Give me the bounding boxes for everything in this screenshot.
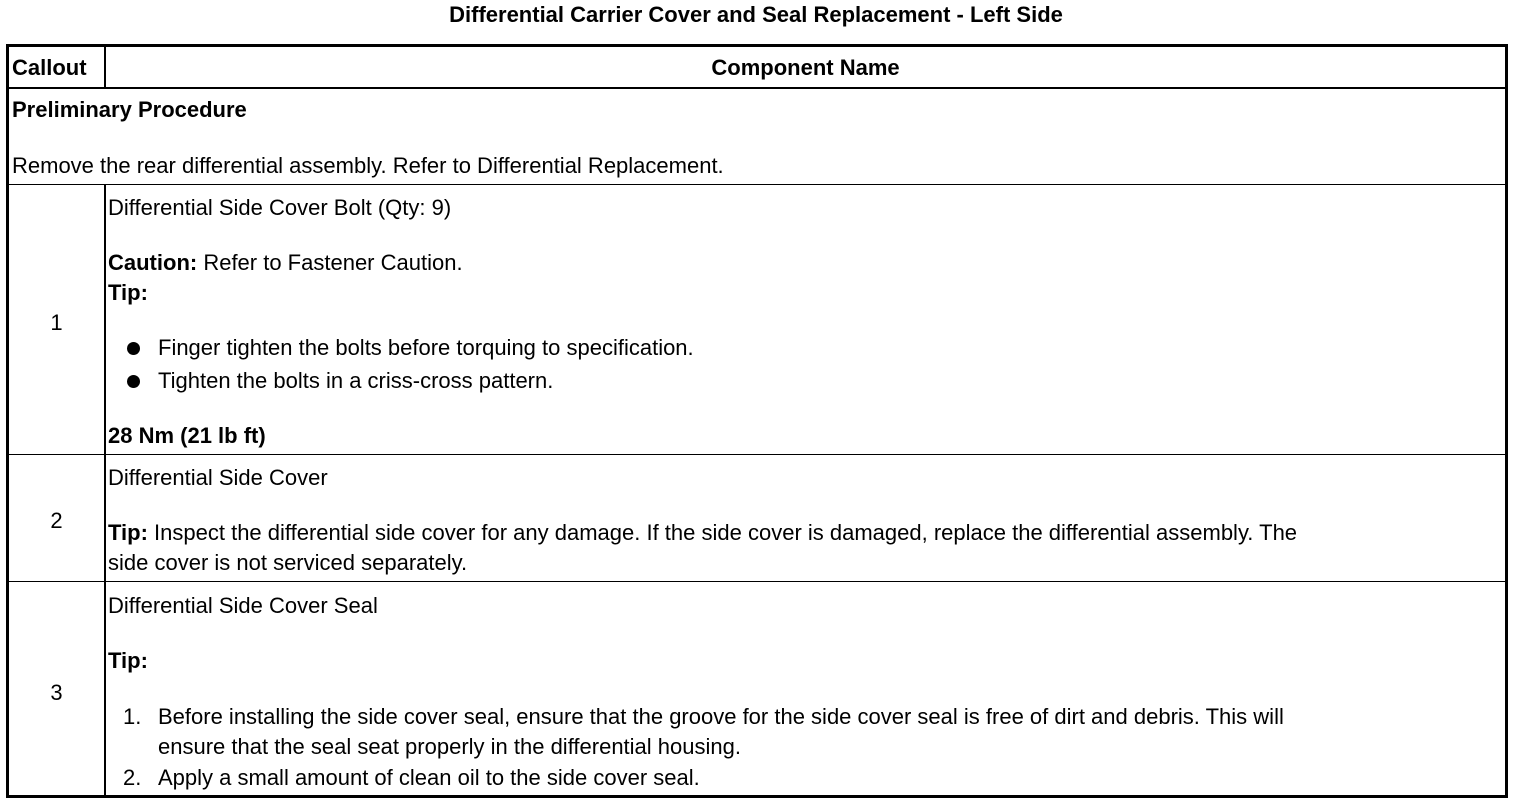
column-divider-body bbox=[104, 185, 106, 798]
bullet-item-1: Finger tighten the bolts before torquing to specification. bbox=[158, 335, 694, 360]
tip-text-2a: Inspect the differential side cover for any damage. If the side cover is damaged, replace the differential assembly. The bbox=[147, 520, 1298, 545]
procedure-table bbox=[6, 44, 1508, 798]
tip-label-1: Tip: bbox=[108, 280, 148, 305]
step-text-1b: ensure that the seal seat properly in the differential housing. bbox=[158, 734, 741, 759]
caution-label: Caution: bbox=[108, 250, 198, 275]
tip-label-3: Tip: bbox=[108, 648, 148, 673]
row-2-separator bbox=[9, 581, 1505, 582]
component-name-3: Differential Side Cover Seal bbox=[108, 593, 378, 618]
step-number-2: 2. bbox=[123, 765, 142, 790]
component-name-2: Differential Side Cover bbox=[108, 465, 328, 490]
preliminary-separator bbox=[9, 184, 1505, 185]
page-title: Differential Carrier Cover and Seal Replacement - Left Side bbox=[449, 2, 1063, 27]
header-component-name: Component Name bbox=[711, 55, 900, 80]
caution-text: Refer to Fastener Caution. bbox=[197, 250, 463, 275]
step-text-2: Apply a small amount of clean oil to the side cover seal. bbox=[158, 765, 700, 790]
step-number-1: 1. bbox=[123, 704, 142, 729]
preliminary-text: Remove the rear differential assembly. Refer to Differential Replacement. bbox=[12, 153, 724, 178]
tip-text-2b: side cover is not serviced separately. bbox=[108, 550, 468, 575]
row-1-separator bbox=[9, 454, 1505, 455]
caution-line bbox=[108, 250, 463, 276]
preliminary-heading: Preliminary Procedure bbox=[12, 97, 247, 122]
callout-3: 3 bbox=[50, 680, 63, 705]
torque-spec: 28 Nm (21 lb ft) bbox=[108, 423, 266, 448]
step-text-1a: Before installing the side cover seal, ensure that the groove for the side cover seal is free of dirt and debris. This will bbox=[158, 704, 1284, 729]
tip-line-2a bbox=[108, 520, 1297, 546]
tip-label-2: Tip: bbox=[108, 520, 148, 545]
callout-1: 1 bbox=[50, 310, 63, 335]
component-name-1: Differential Side Cover Bolt (Qty: 9) bbox=[108, 195, 452, 220]
header-separator bbox=[9, 87, 1505, 89]
callout-2: 2 bbox=[50, 508, 63, 533]
bullet-dot-1 bbox=[127, 342, 140, 355]
bullet-dot-2 bbox=[127, 375, 140, 388]
header-callout: Callout bbox=[12, 55, 87, 80]
bullet-item-2: Tighten the bolts in a criss-cross pattern. bbox=[158, 368, 554, 393]
